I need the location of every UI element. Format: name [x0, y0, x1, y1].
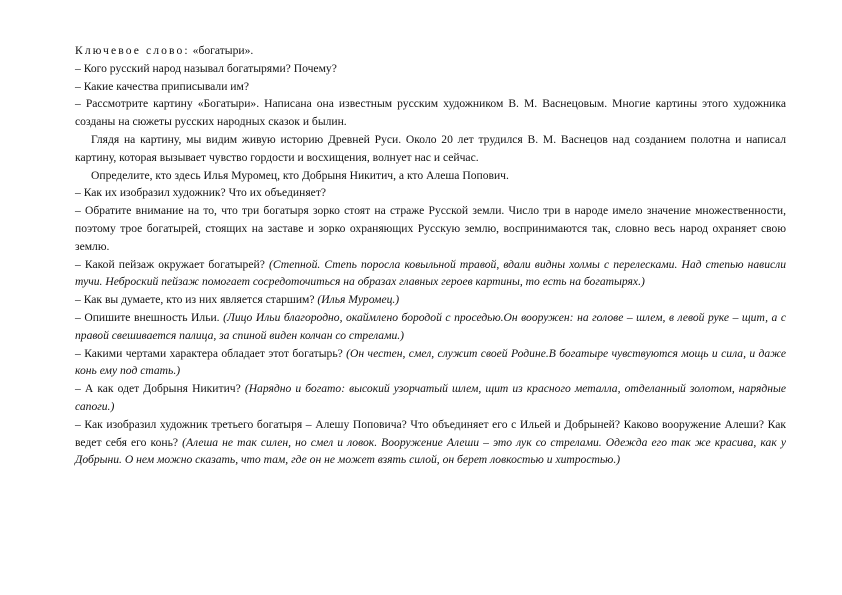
paragraph-answer: (Алеша не так силен, но смел и ловок. Вооружение Алеши – это лук со стрелами. Одежда его так же красива, как у Добрыни. О нем можно сказать, что там, где он не может взять силой, он берет ловкостью и хитростью.): [75, 435, 786, 467]
paragraph-text: Определите, кто здесь Илья Муромец, кто Добрыня Никитич, а кто Алеша Попович.: [91, 168, 509, 182]
document-page: [75, 42, 786, 469]
paragraph: [75, 95, 786, 131]
paragraph: [75, 131, 786, 167]
paragraph-text: – Кого русский народ называл богатырями? Почему?: [75, 61, 337, 75]
paragraph-text: – Опишите внешность Ильи.: [75, 310, 224, 324]
paragraph-text: – А как одет Добрыня Никитич?: [75, 382, 245, 396]
paragraph: [75, 184, 786, 202]
paragraph-text: – Как их изобразил художник? Что их объединяет?: [75, 186, 327, 200]
paragraph-text: – Обратите внимание на то, что три богатыря зорко стоят на страже Русской земли. Число три в народе имело значение множественности, поэтому трое богатырей, стоящих на заставе и зорко охраняющих Русскую землю, воспринимаются так, словно весь народ охраняет свою землю.: [75, 204, 786, 253]
paragraph-answer: (Степной. Степь поросла ковыльной травой, вдали видны холмы с перелесками. Над степью нависли тучи. Неброский пейзаж помогает сосредоточиться на образах главных героев картины, то есть на богатырях.): [75, 257, 786, 289]
paragraph-text: – Какие качества приписывали им?: [75, 79, 249, 93]
paragraph: [75, 291, 786, 309]
paragraph: [75, 309, 786, 345]
paragraph-text: – Какими чертами характера обладает этот богатырь?: [75, 346, 347, 360]
paragraph: [75, 345, 786, 381]
paragraph-answer: (Лицо Ильи благородно, окаймлено бородой с проседью.Он вооружен: на голове – шлем, в левой руке – щит, а с правой свешивается палица, за спиной виден колчан со стрелами.): [75, 310, 786, 342]
paragraph: [75, 202, 786, 255]
paragraph: [75, 78, 786, 96]
keyword-line: [75, 42, 786, 60]
paragraph-answer: (Илья Муромец.): [317, 293, 400, 307]
paragraph-answer: (Он честен, смел, служит своей Родине.В богатыре чувствуются мощь и сила, и даже конь ему под стать.): [75, 346, 787, 378]
paragraph-text: Глядя на картину, мы видим живую историю Древней Руси. Около 20 лет трудился В. М. Васнецов над созданием полотна и написал картину, которая вызывает чувство гордости и восхищения, волнует нас и сейчас.: [75, 132, 786, 164]
keyword-value: «богатыри».: [192, 44, 254, 57]
paragraph: [75, 60, 786, 78]
paragraph: [75, 167, 786, 185]
paragraph-text: – Как изобразил художник третьего богатыря – Алешу Поповича? Что объединяет его с Ильей и Добрыней? Каково вооружение Алеши? Как ведет себя его конь?: [75, 417, 786, 449]
paragraph: [75, 256, 786, 292]
paragraph: [75, 380, 786, 416]
paragraph: [75, 416, 786, 469]
paragraph-answer: (Нарядно и богато: высокий узорчатый шлем, щит из красного металла, отделанный золотом, нарядные сапоги.): [75, 382, 786, 413]
keyword-label: Ключевое слово:: [75, 44, 190, 57]
paragraph-text: – Как вы думаете, кто из них является старшим?: [75, 293, 318, 307]
paragraph-text: – Какой пейзаж окружает богатырей?: [75, 257, 269, 271]
paragraph-text: – Рассмотрите картину «Богатыри». Написана она известным русским художником В. М. Васнецовым. Многие картины этого художника созданы на сюжеты русских народных сказок и былин.: [75, 97, 786, 129]
